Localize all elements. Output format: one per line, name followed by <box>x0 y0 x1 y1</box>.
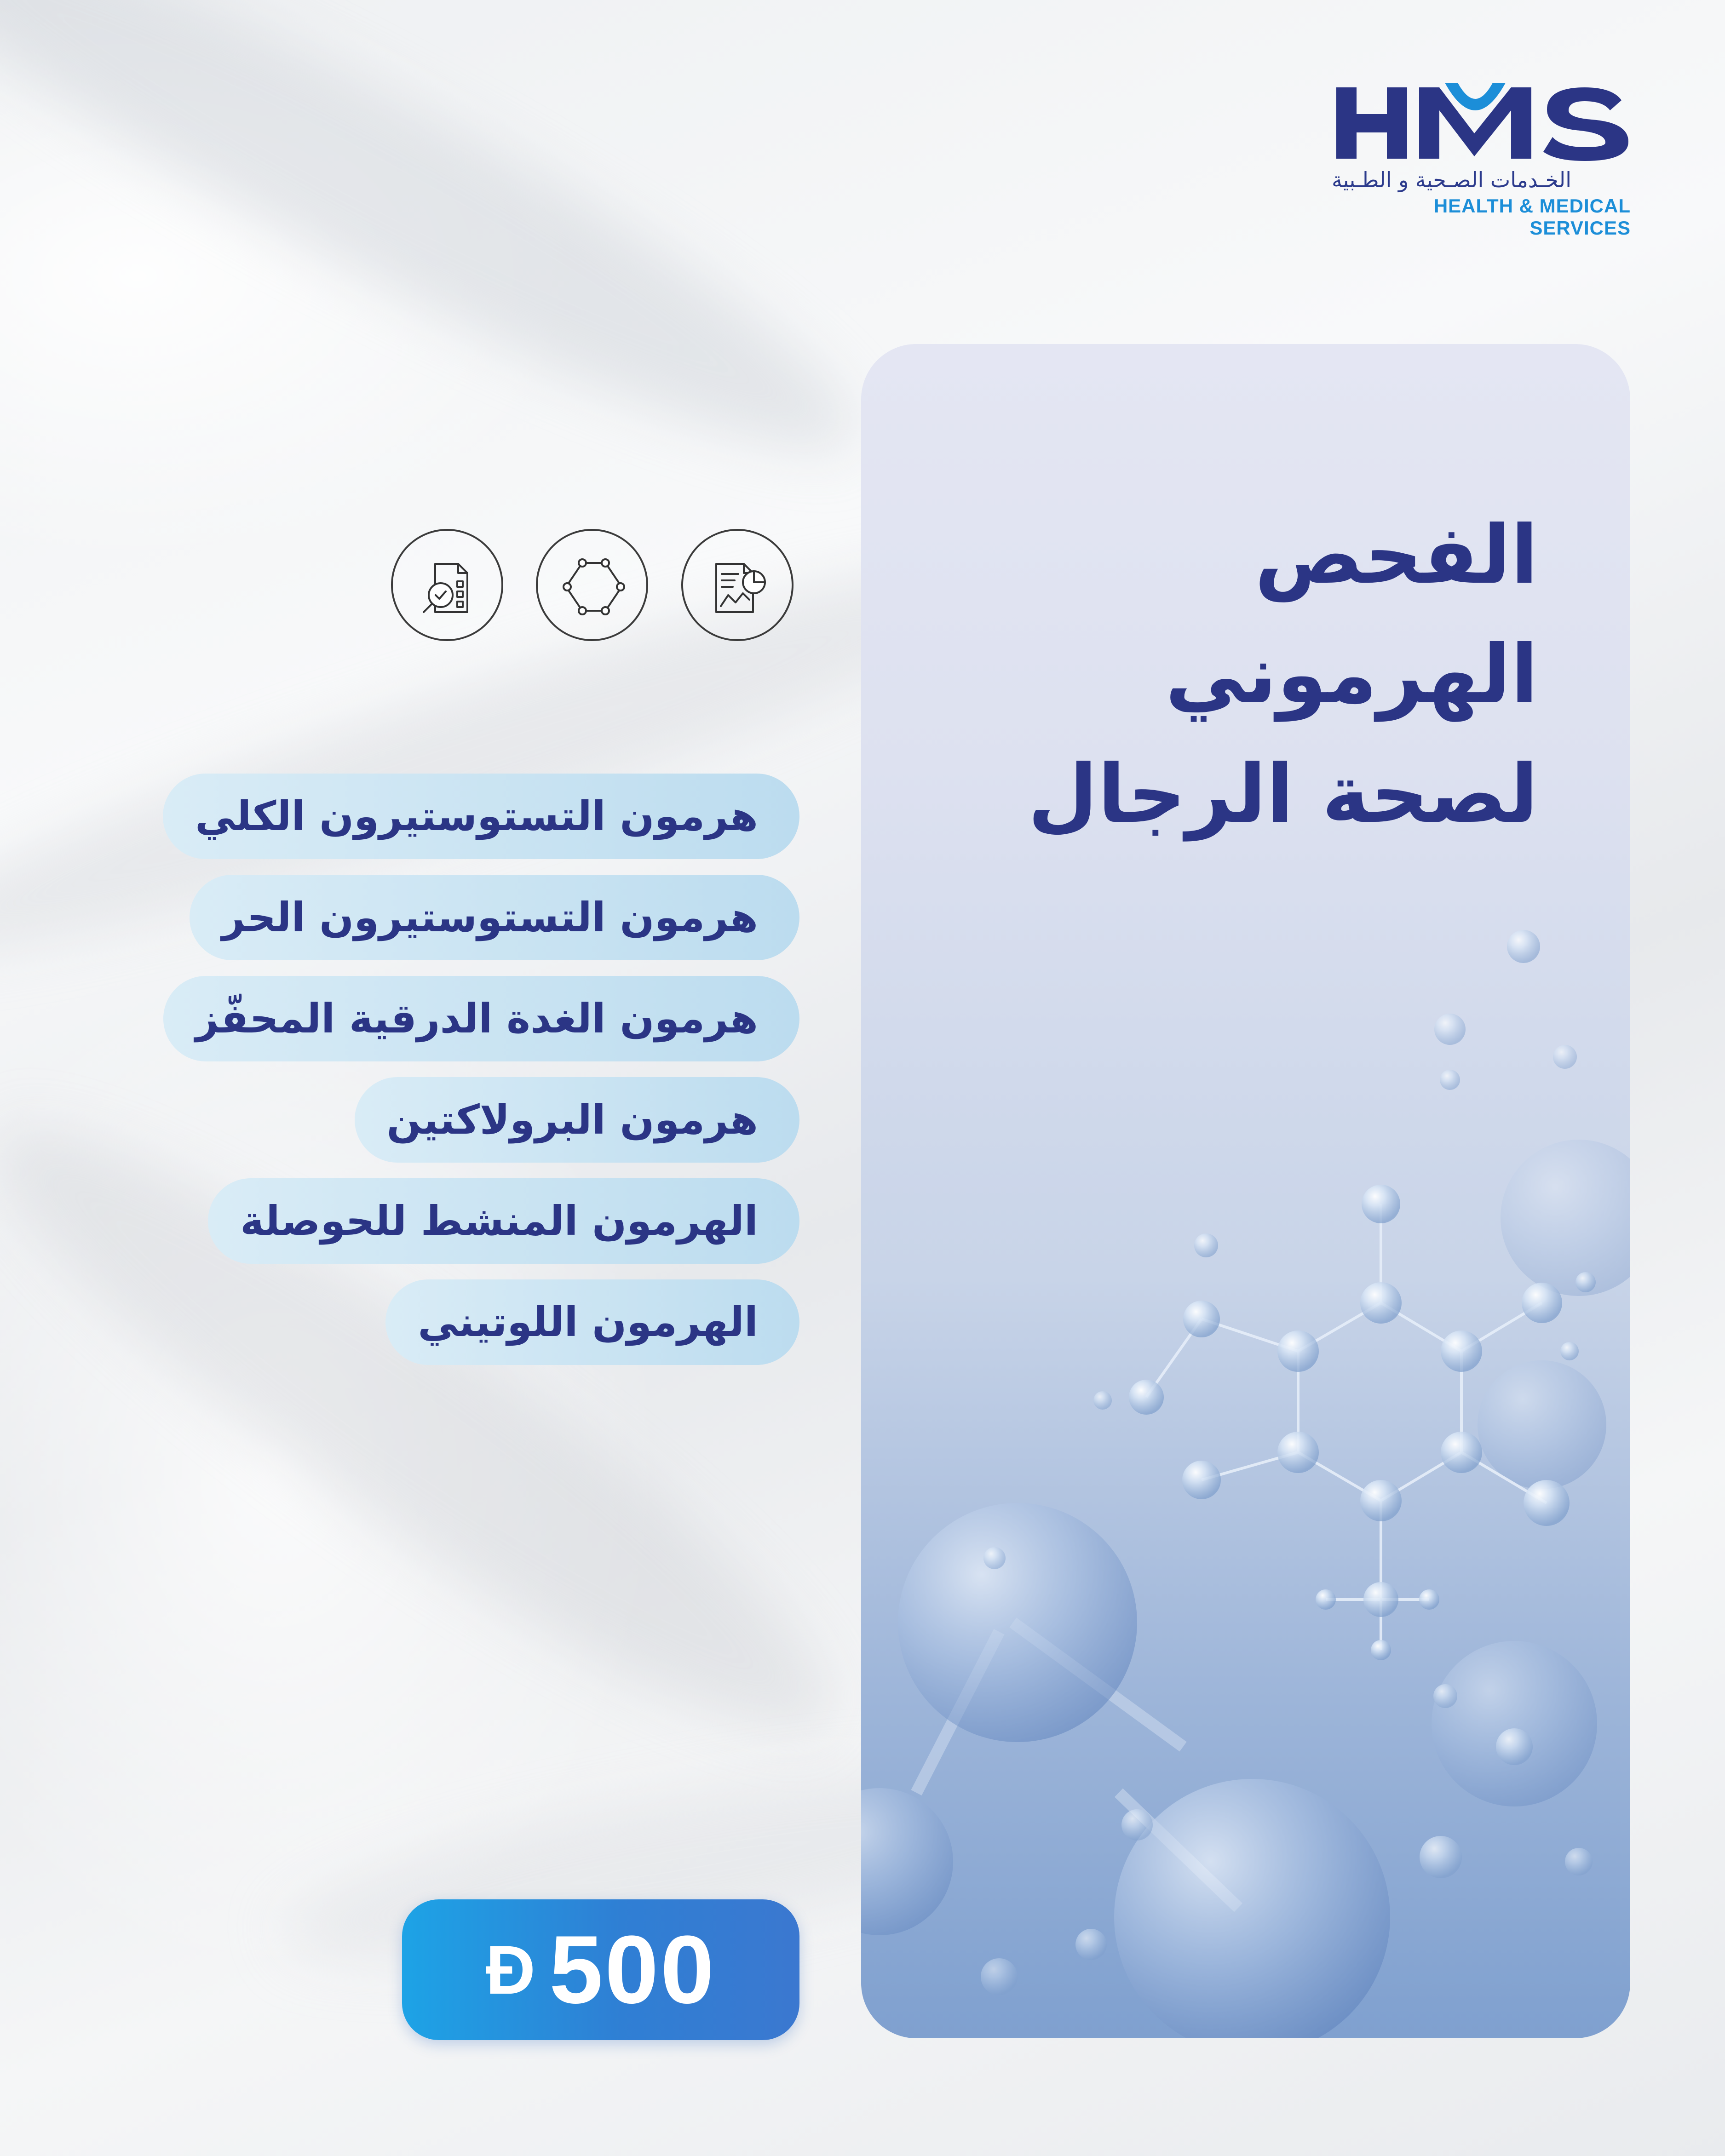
hero-panel <box>861 344 1630 2038</box>
title-line-3: لصحة الرجال <box>1028 748 1538 841</box>
background-fold <box>0 0 897 516</box>
list-item: الهرمون المنشط للحوصلة <box>208 1178 799 1264</box>
page-title <box>940 496 1538 854</box>
brand-arabic-name: الخـدمات الصـحية و الطـبية <box>1332 167 1571 192</box>
hexagon-molecule-icon <box>536 529 648 641</box>
list-item: هرمون البرولاكتين <box>355 1077 799 1163</box>
brand-logo <box>1332 83 1631 239</box>
title-line-2: الهرموني <box>1165 628 1538 722</box>
list-item: هرمون الغدة الدرقية المحفّز <box>163 976 799 1061</box>
list-item: الهرمون اللوتيني <box>385 1279 799 1365</box>
brand-english-name: HEALTH & MEDICAL SERVICES <box>1433 195 1631 239</box>
price-badge <box>402 1899 799 2040</box>
list-item: هرمون التستوستيرون الحر <box>190 875 799 960</box>
medical-report-search-icon <box>391 529 503 641</box>
list-item: هرمون التستوستيرون الكلي <box>163 774 799 859</box>
currency-icon: Đ <box>485 1931 535 2008</box>
background-fold <box>0 1061 884 1800</box>
title-line-1: الفحص <box>1254 509 1538 602</box>
lab-chart-report-icon <box>681 529 794 641</box>
hms-logo-icon <box>1336 83 1631 161</box>
price-amount: 500 <box>549 1915 716 2024</box>
